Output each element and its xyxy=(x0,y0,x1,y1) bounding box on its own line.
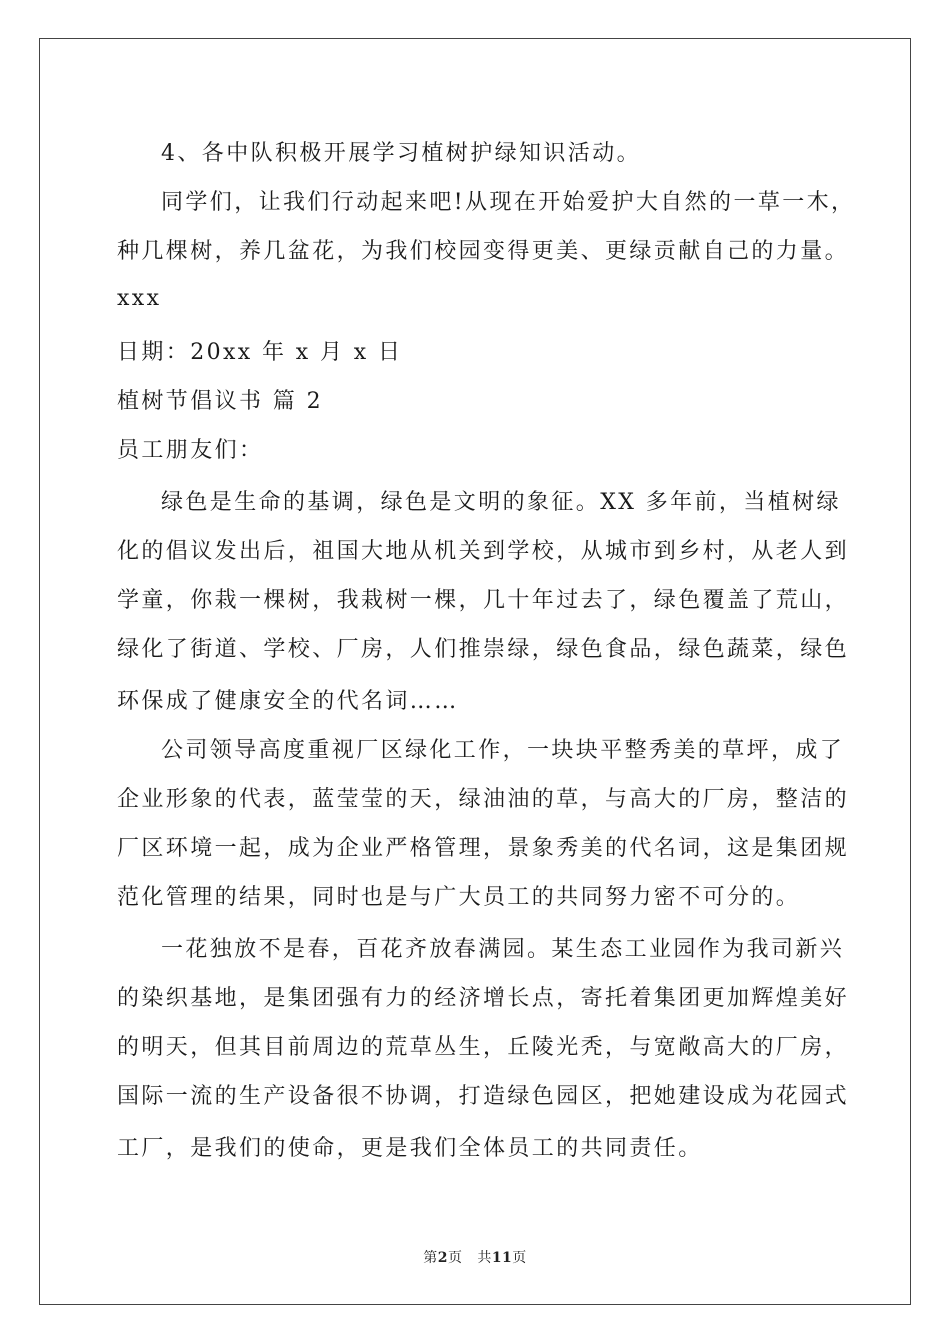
paragraph-line: 公司领导高度重视厂区绿化工作，一块块平整秀美的草坪，成了 xyxy=(161,738,845,763)
paragraph-line: 化的倡议发出后，祖国大地从机关到学校，从城市到乡村，从老人到 xyxy=(117,539,850,564)
paragraph-line: 的染织基地，是集团强有力的经济增长点，寄托着集团更加辉煌美好 xyxy=(117,986,850,1011)
paragraph-line: 绿色是生命的基调，绿色是文明的象征。XX 多年前，当植树绿 xyxy=(161,490,841,515)
page-number: 2 xyxy=(437,1250,448,1266)
total-pages: 11 xyxy=(491,1250,513,1266)
paragraph-line: 工厂，是我们的使命，更是我们全体员工的共同责任。 xyxy=(117,1136,703,1161)
page-prefix: 第 xyxy=(423,1250,438,1266)
paragraph-line: 厂区环境一起，成为企业严格管理，景象秀美的代名词，这是集团规 xyxy=(117,836,850,861)
section-title: 植树节倡议书 篇 2 xyxy=(117,389,323,414)
paragraph-line: 学童，你栽一棵树，我栽树一棵，几十年过去了，绿色覆盖了荒山， xyxy=(117,588,850,613)
paragraph-line: 企业形象的代表，蓝莹莹的天，绿油油的草，与高大的厂房，整洁的 xyxy=(117,787,850,812)
paragraph-line: 范化管理的结果，同时也是与广大员工的共同努力密不可分的。 xyxy=(117,885,801,910)
paragraph-line: 的明天，但其目前周边的荒草丛生，丘陵光秃，与宽敞高大的厂房， xyxy=(117,1035,850,1060)
page-footer xyxy=(0,1247,950,1267)
paragraph-line: 同学们，让我们行动起来吧!从现在开始爱护大自然的一草一木， xyxy=(161,190,856,215)
signature-line: xxx xyxy=(117,286,162,311)
paragraph-line: 种几棵树，养几盆花，为我们校园变得更美、更绿贡献自己的力量。 xyxy=(117,239,850,264)
paragraph-line: 国际一流的生产设备很不协调，打造绿色园区，把她建设成为花园式 xyxy=(117,1084,850,1109)
total-prefix: 共 xyxy=(477,1250,492,1266)
paragraph-line: 4、各中队积极开展学习植树护绿知识活动。 xyxy=(161,141,641,166)
salutation: 员工朋友们： xyxy=(117,438,264,463)
paragraph-line: 环保成了健康安全的代名词…… xyxy=(117,689,459,714)
paragraph-line: 绿化了街道、学校、厂房，人们推崇绿，绿色食品，绿色蔬菜，绿色 xyxy=(117,637,850,662)
paragraph-line: 一花独放不是春，百花齐放春满园。某生态工业园作为我司新兴 xyxy=(161,937,845,962)
page-suffix: 页 xyxy=(447,1250,463,1266)
page-border xyxy=(39,38,911,1305)
total-suffix: 页 xyxy=(512,1250,527,1266)
date-line: 日期：20xx 年 x 月 x 日 xyxy=(117,340,403,365)
